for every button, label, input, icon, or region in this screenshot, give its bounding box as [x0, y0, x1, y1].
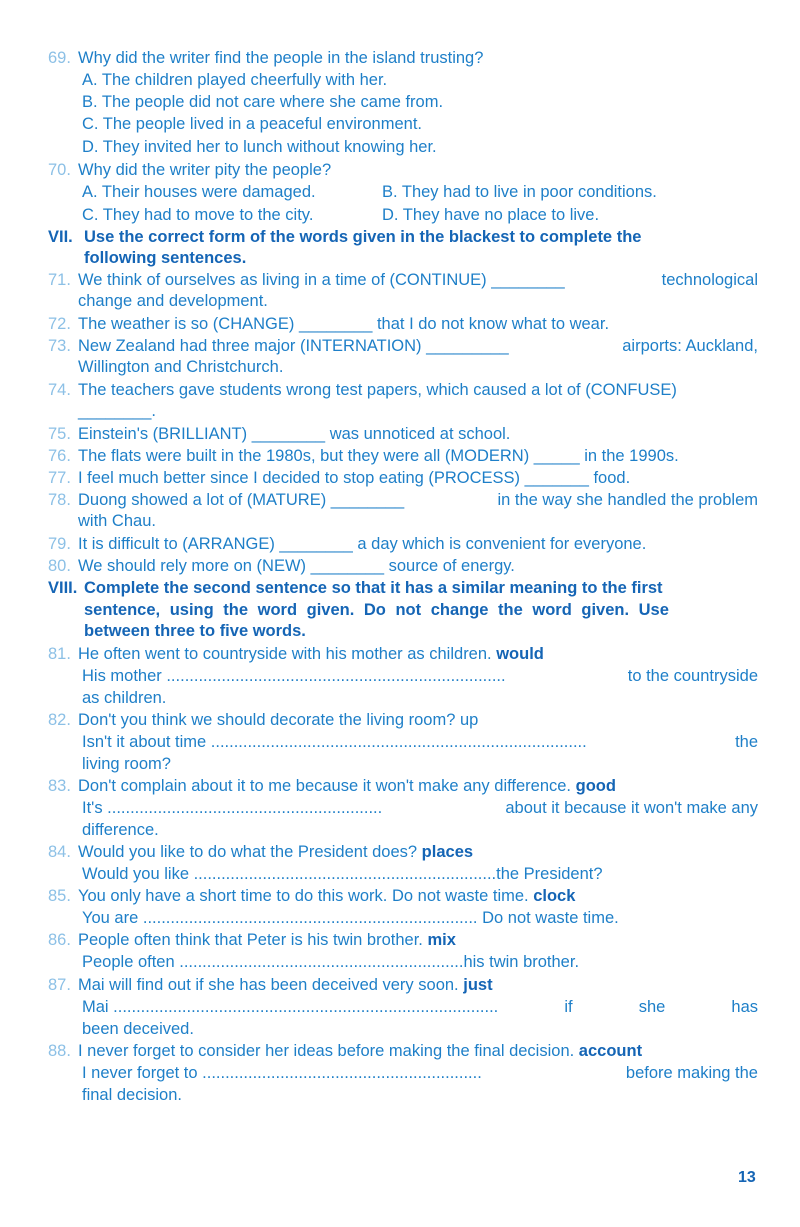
- question-text: in the way she handled the problem: [497, 491, 758, 509]
- question-78-cont: with Chau.: [78, 512, 156, 530]
- question-83: [48, 776, 616, 796]
- question-76: [48, 446, 679, 466]
- question-88: [48, 1041, 642, 1061]
- question-74: [48, 380, 758, 400]
- question-text: Don't you think we should decorate the living room? up: [78, 711, 479, 729]
- question-69: [48, 48, 483, 68]
- answer-line-cont: been deceived.: [82, 1020, 194, 1038]
- question-number: 87.: [48, 976, 71, 994]
- answer-line: You are ......................................................................... Do not waste time.: [82, 909, 619, 927]
- question-text: I never forget to consider her ideas before making the final decision.: [78, 1042, 575, 1060]
- question-text: Would you like to do what the President does?: [78, 843, 418, 861]
- question-73: [48, 336, 758, 356]
- question-85: [48, 886, 575, 906]
- option-b: B. They had to live in poor conditions.: [382, 183, 657, 201]
- answer-prompt: about it because it won't make any: [505, 799, 758, 817]
- question-82: [48, 710, 478, 730]
- question-text: Why did the writer pity the people?: [78, 161, 332, 179]
- option-d: D. They invited her to lunch without knowing her.: [82, 138, 437, 156]
- question-number: 86.: [48, 931, 71, 949]
- question-number: 84.: [48, 843, 71, 861]
- question-number: 88.: [48, 1042, 71, 1060]
- section-instruction: Use the correct form of the words given in the blackest to complete the: [84, 228, 642, 246]
- question-number: 77.: [48, 469, 71, 487]
- question-number: 71.: [48, 271, 71, 289]
- keyword: places: [421, 843, 474, 861]
- question-number: 79.: [48, 535, 71, 553]
- answer-line: People often ..............................................................his twin brother.: [82, 953, 580, 971]
- question-77: [48, 468, 630, 488]
- section-8-heading-cont: between three to five words.: [84, 622, 306, 640]
- keyword: just: [463, 976, 493, 994]
- question-text: You only have a short time to do this work. Do not waste time.: [78, 887, 529, 905]
- question-text: Einstein's (BRILLIANT) ________ was unnoticed at school.: [78, 425, 511, 443]
- question-84: [48, 842, 473, 862]
- option-c: C. The people lived in a peaceful environment.: [82, 115, 422, 133]
- keyword: good: [575, 777, 616, 795]
- question-number: 81.: [48, 645, 71, 663]
- option-b: B. The people did not care where she came from.: [82, 93, 444, 111]
- question-73-cont: Willington and Christchurch.: [78, 358, 284, 376]
- answer-prompt: Isn't it about time ..................................................................................: [82, 733, 587, 751]
- question-number: 72.: [48, 315, 71, 333]
- question-86: [48, 930, 456, 950]
- answer-prompt: if: [564, 998, 573, 1016]
- option-d: D. They have no place to live.: [382, 206, 600, 224]
- question-80: [48, 556, 515, 576]
- answer-prompt: to the countryside: [627, 667, 758, 685]
- section-8-heading: [48, 578, 758, 598]
- question-text: We should rely more on (NEW) ________ source of energy.: [78, 557, 515, 575]
- answer-line-cont: difference.: [82, 821, 159, 839]
- question-text: It is difficult to (ARRANGE) ________ a day which is convenient for everyone.: [78, 535, 647, 553]
- answer-line-cont: as children.: [82, 689, 167, 707]
- section-8-heading-cont: sentence, using the word given. Do not change the word given. Use: [84, 601, 669, 619]
- question-number: 82.: [48, 711, 71, 729]
- question-text: Why did the writer find the people in the island trusting?: [78, 49, 484, 67]
- question-71-cont: change and development.: [78, 292, 268, 310]
- answer-line-cont: final decision.: [82, 1086, 182, 1104]
- question-text: technological: [661, 271, 758, 289]
- question-text: We think of ourselves as living in a time of (CONTINUE) ________: [78, 271, 565, 289]
- question-text: New Zealand had three major (INTERNATION) _________: [78, 337, 509, 355]
- question-72: [48, 314, 609, 334]
- question-text: Don't complain about it to me because it won't make any difference.: [78, 777, 572, 795]
- section-number: VII.: [48, 228, 73, 246]
- question-87: [48, 975, 493, 995]
- section-7-heading: [48, 227, 758, 247]
- answer-line: [82, 798, 758, 818]
- question-number: 75.: [48, 425, 71, 443]
- question-79: [48, 534, 646, 554]
- keyword: mix: [427, 931, 456, 949]
- question-text: The weather is so (CHANGE) ________ that I do not know what to wear.: [78, 315, 610, 333]
- option-a: A. Their houses were damaged.: [82, 183, 316, 201]
- question-text: I feel much better since I decided to stop eating (PROCESS) _______ food.: [78, 469, 631, 487]
- question-number: 83.: [48, 777, 71, 795]
- question-number: 85.: [48, 887, 71, 905]
- answer-line: [82, 997, 758, 1017]
- question-text: The teachers gave students wrong test papers, which caused a lot of (CONFUSE): [78, 381, 677, 399]
- section-number: VIII.: [48, 579, 78, 597]
- question-text: People often think that Peter is his twin brother.: [78, 931, 423, 949]
- question-number: 70.: [48, 161, 71, 179]
- answer-prompt: Mai ....................................................................................: [82, 998, 499, 1016]
- question-78: [48, 490, 758, 510]
- question-text: The flats were built in the 1980s, but they were all (MODERN) _____ in the 1990s.: [78, 447, 679, 465]
- question-number: 80.: [48, 557, 71, 575]
- question-71: [48, 270, 758, 290]
- question-number: 69.: [48, 49, 71, 67]
- answer-prompt: I never forget to .............................................................: [82, 1064, 482, 1082]
- option-c: C. They had to move to the city.: [82, 206, 314, 224]
- answer-line-cont: living room?: [82, 755, 171, 773]
- question-81: [48, 644, 544, 664]
- section-instruction: Complete the second sentence so that it has a similar meaning to the first: [84, 579, 663, 597]
- answer-line: Would you like ..................................................................the President?: [82, 865, 603, 883]
- question-number: 78.: [48, 491, 71, 509]
- question-text: Mai will find out if she has been deceived very soon.: [78, 976, 459, 994]
- answer-prompt: the: [735, 733, 758, 751]
- answer-prompt: It's ............................................................: [82, 799, 383, 817]
- question-text: airports: Auckland,: [622, 337, 758, 355]
- question-number: 73.: [48, 337, 71, 355]
- keyword: clock: [533, 887, 576, 905]
- question-74-cont: ________.: [78, 402, 156, 420]
- answer-line: [82, 1063, 758, 1083]
- keyword: would: [496, 645, 544, 663]
- keyword: account: [578, 1042, 643, 1060]
- page-number: 13: [738, 1169, 756, 1186]
- section-7-heading-cont: following sentences.: [84, 249, 247, 267]
- question-number: 76.: [48, 447, 71, 465]
- answer-prompt: has: [731, 998, 758, 1016]
- question-number: 74.: [48, 381, 71, 399]
- question-text: He often went to countryside with his mother as children.: [78, 645, 492, 663]
- answer-prompt: she: [638, 998, 666, 1016]
- question-70: [48, 160, 331, 180]
- answer-prompt: His mother ..........................................................................: [82, 667, 506, 685]
- question-75: [48, 424, 510, 444]
- question-text: Duong showed a lot of (MATURE) ________: [78, 491, 405, 509]
- answer-prompt: before making the: [625, 1064, 758, 1082]
- answer-line: [82, 732, 758, 752]
- option-a: A. The children played cheerfully with her.: [82, 71, 388, 89]
- answer-line: [82, 666, 758, 686]
